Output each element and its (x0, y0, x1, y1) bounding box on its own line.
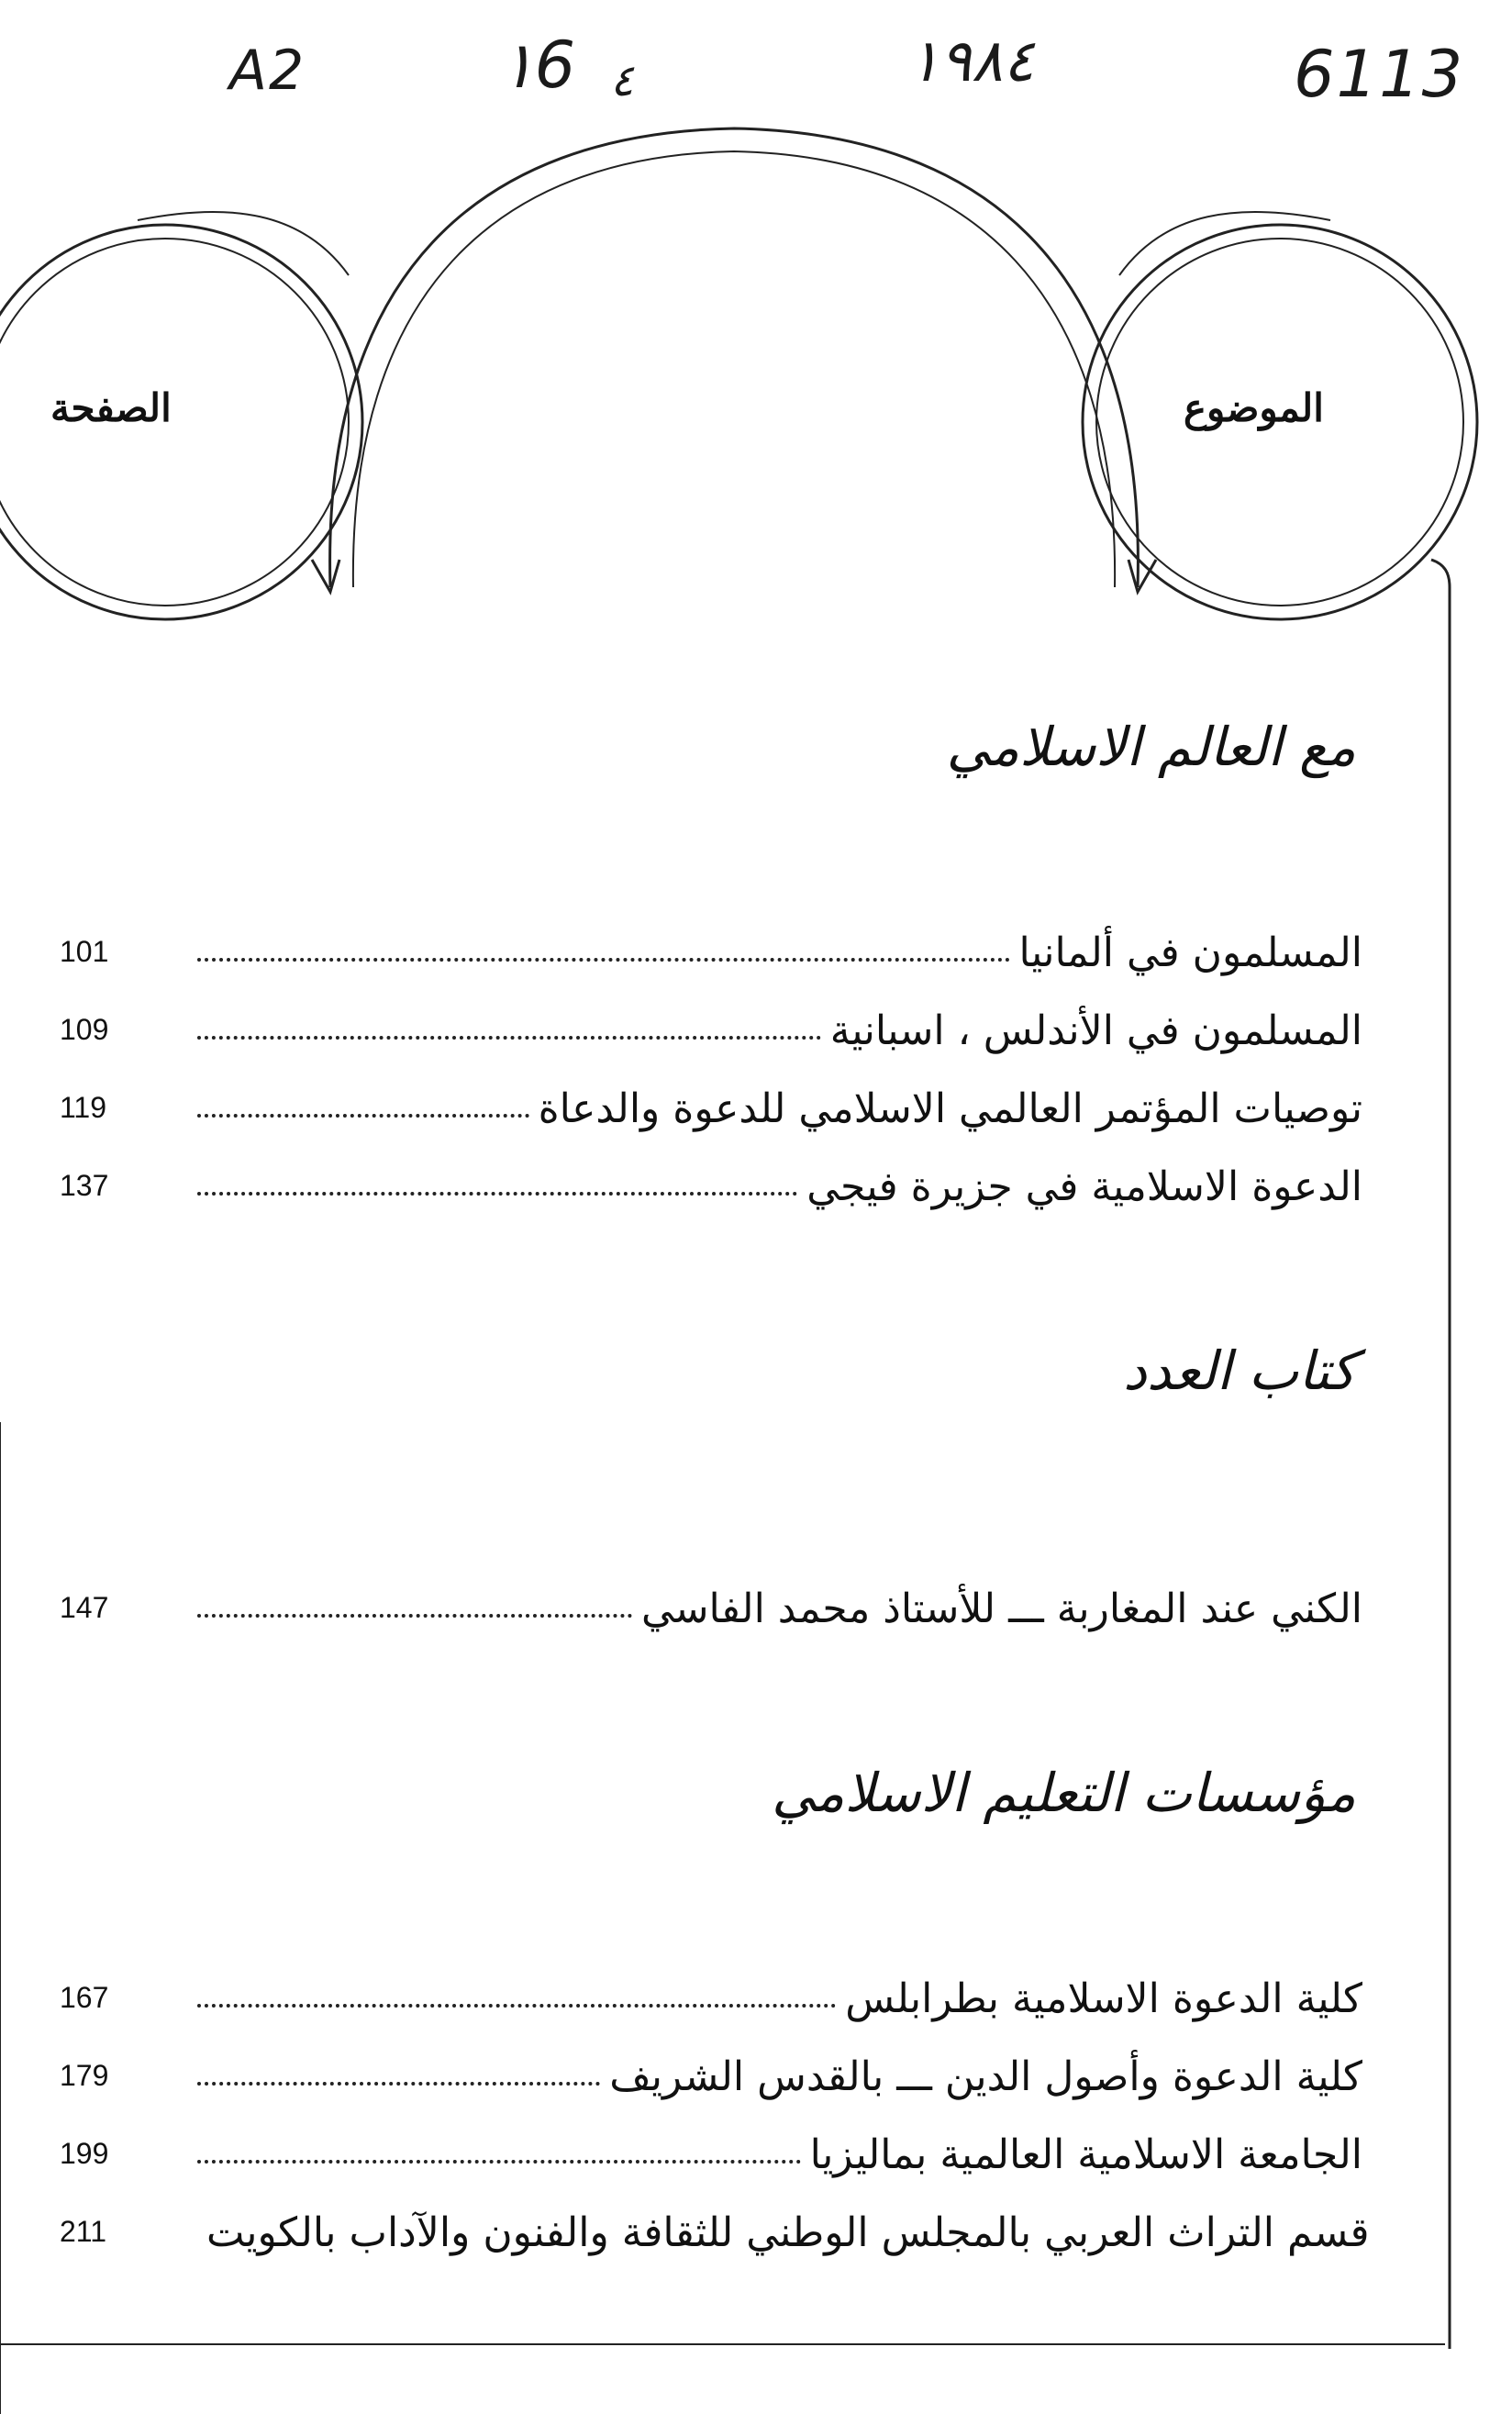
leader-dots (197, 1613, 632, 1618)
handwritten-note: ١٩٨٤ (908, 28, 1035, 95)
leader-dots (197, 2081, 600, 2086)
handwritten-note: ١6 (500, 28, 576, 103)
toc-page-number: 147 (60, 1591, 109, 1624)
leader-dots (197, 957, 1010, 962)
toc-page-number: 101 (60, 935, 109, 968)
toc-entry (60, 996, 1362, 1060)
leader-dots (197, 1113, 529, 1118)
toc-page-number: 137 (60, 1169, 109, 1202)
toc-entry (60, 1574, 1362, 1638)
toc-page-number: 179 (60, 2059, 109, 2092)
handwritten-note: ٤ (610, 55, 634, 106)
frame-right-border (1431, 560, 1450, 2349)
toc-entry (60, 2041, 1362, 2106)
toc-entry-title: الجامعة الاسلامية العالمية بماليزيا (809, 2131, 1362, 2178)
toc-entry-title: المسلمون في ألمانيا (1018, 929, 1362, 976)
toc-entry-title: قسم التراث العربي بالمجلس الوطني للثقافة والفنون والآداب بالكويت (206, 2209, 1370, 2256)
column-heading-page: الصفحة (50, 385, 172, 430)
toc-page-number: 199 (60, 2137, 109, 2170)
toc-entry (60, 918, 1362, 982)
central-arch (330, 128, 1139, 587)
leader-dots (197, 2159, 801, 2164)
toc-entry-title: كلية الدعوة الاسلامية بطرابلس (845, 1975, 1362, 2022)
toc-entry-title: الكني عند المغاربة ـــ للأستاذ محمد الفاسي (640, 1585, 1362, 1632)
toc-entry-title: توصيات المؤتمر العالمي الاسلامي للدعوة والدعاة (538, 1085, 1362, 1132)
handwritten-note: A2 (229, 39, 306, 103)
toc-entry-title: كلية الدعوة وأصول الدين ـــ بالقدس الشريف (609, 2053, 1362, 2100)
section-title: مع العالم الاسلامي (946, 716, 1356, 778)
toc-page-number: 109 (60, 1013, 109, 1046)
column-heading-topic: الموضوع (1184, 385, 1324, 430)
toc-entry (60, 2197, 1370, 2262)
leader-dots (197, 1191, 797, 1196)
leader-dots (197, 2003, 836, 2008)
toc-entry (60, 2119, 1362, 2184)
toc-entry-title: المسلمون في الأندلس ، اسبانية (829, 1007, 1362, 1054)
toc-page-number: 119 (60, 1091, 107, 1124)
toc-entry (60, 1151, 1362, 1216)
toc-entry-title: الدعوة الاسلامية في جزيرة فيجي (806, 1163, 1362, 1210)
section-title: مؤسسات التعليم الاسلامي (772, 1762, 1356, 1824)
toc-page-number: 167 (60, 1981, 109, 2014)
handwritten-note: 6113 (1294, 37, 1465, 112)
toc-entry (60, 1963, 1362, 2028)
section-title: كتاب العدد (1123, 1340, 1356, 1402)
toc-page-number: 211 (60, 2215, 107, 2248)
toc-entry (60, 1074, 1362, 1138)
leader-dots (197, 1035, 821, 1040)
